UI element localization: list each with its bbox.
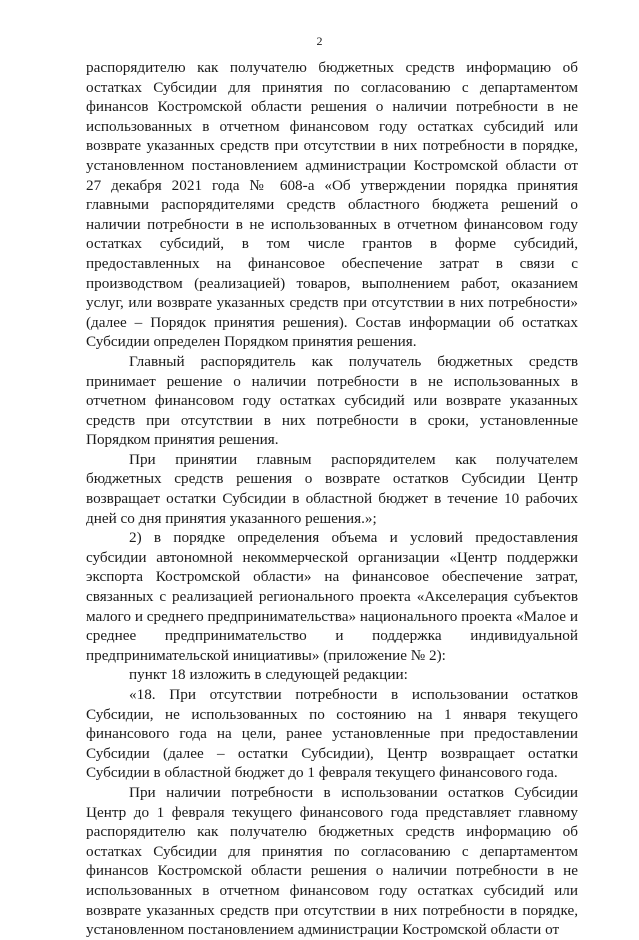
page-number: 2 [316,34,323,48]
paragraph-3: При принятии главным распорядителем как получателем бюджетных средств решения о возврате остатков Субсидии Центр возвращает остатки Субсидии в областной бюджет в течение 10 рабочих дней со дня принятия указанного решения.»; [86,450,578,527]
paragraph-4: 2) в порядке определения объема и условий предоставления субсидии автономной некоммерческой организации «Центр поддержки экспорта Костромской области» на финансовое обеспечение затрат, связанных с реализацией регионального проекта «Акселерация субъектов малого и среднего предпринимательства» национального проекта «Малое и среднее предпринимательство и поддержка индивидуальной предпринимательской инициативы» (приложение № 2): [86,529,578,664]
paragraph-6: «18. При отсутствии потребности в использовании остатков Субсидии, не использованных по состоянию на 1 января текущего финансового года на цели, ранее установленные при предоставлении Субсидии (далее – остатки Субсидии), Центр возвращает остатки Субсидии в областной бюджет до 1 февраля текущего финансового года. [86,686,578,782]
paragraph-2: Главный распорядитель как получатель бюджетных средств принимает решение о наличии потребности в не использованных в отчетном финансовом году остатках субсидий или возврате указанных средств при отсутствии в них потребности в сроки, установленные Порядком принятия решения. [86,352,578,449]
document-body [86,58,578,940]
paragraph-1: распорядителю как получателю бюджетных средств информацию об остатках Субсидии для принятия по согласованию с департаментом финансов Костромской области решения о наличии потребности в не использованных в отчетном финансовом году остатках субсидий или возврате указанных средств при отсутствии в них потребности в порядке, установленном постановлением администрации Костромской области от 27 декабря 2021 года № 608-а «Об утверждении порядка принятия главными распорядителями средств областного бюджета решений о наличии потребности в не использованных в отчетном финансовом году остатках субсидий, в том числе грантов в форме субсидий, предоставленных на финансовое обеспечение затрат в связи с производством (реализацией) товаров, выполнением работ, оказанием услуг, или возврате указанных средств при отсутствии в них потребности» (далее – Порядок принятия решения). Состав информации об остатках Субсидии определен Порядком принятия решения. [86,59,578,351]
paragraph-7: При наличии потребности в использовании остатков Субсидии Центр до 1 февраля текущего финансового года представляет главному распорядителю как получателю бюджетных средств информацию об остатках Субсидии для принятия по согласованию с департаментом финансов Костромской области решения о наличии потребности в не использованных в отчетном финансовом году остатках субсидий или возврате указанных средств при отсутствии в них потребности в порядке, установленном постановлением администрации Костромской области от [86,783,578,939]
paragraph-5: пункт 18 изложить в следующей редакции: [129,666,408,684]
